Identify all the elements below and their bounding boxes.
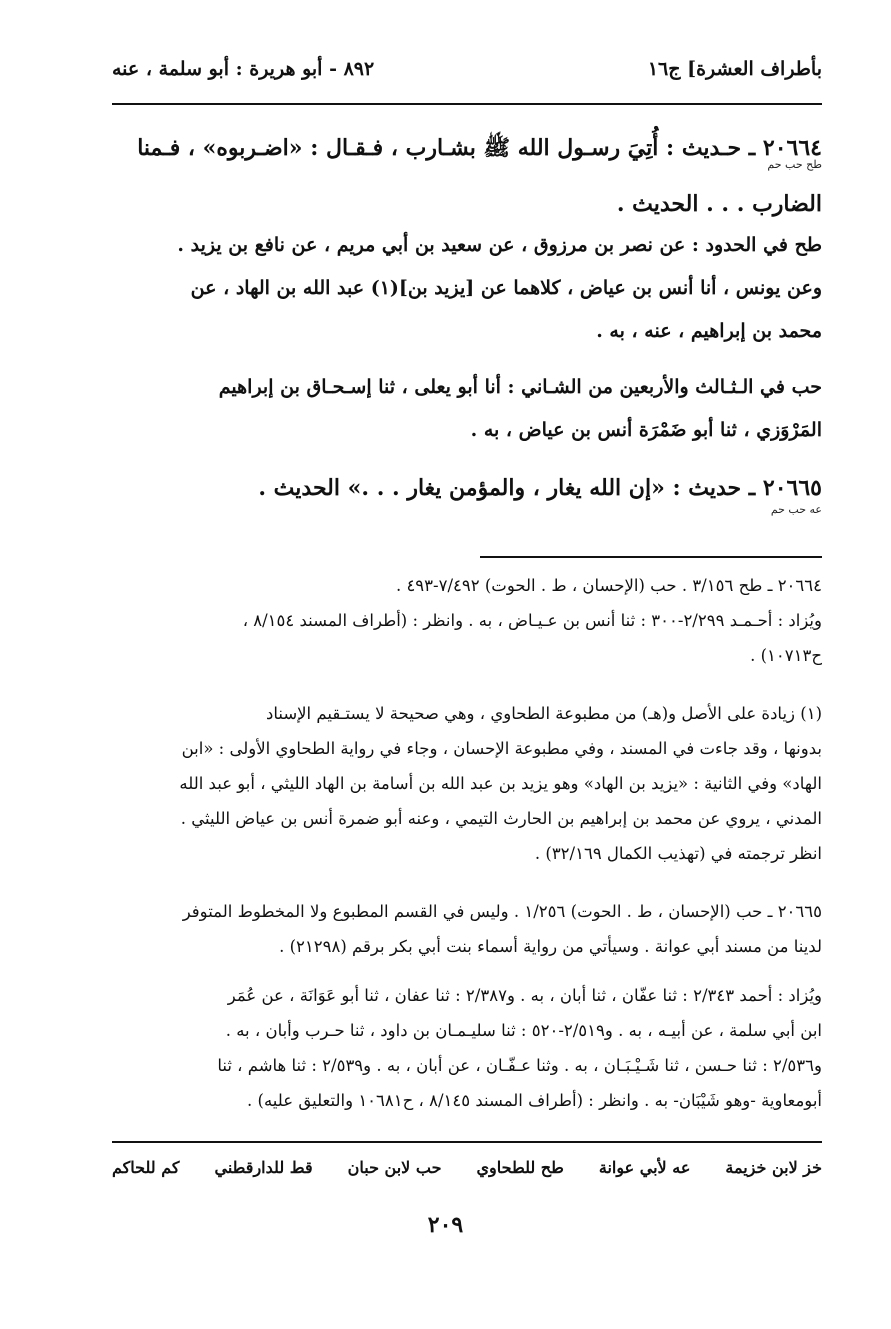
footnote-line: أبومعاوية -وهو شَيْبَان- به . وانظر : (أطراف المسند ٨/١٤٥ ، ح١٠٦٨١ والتعليق عليه) . bbox=[247, 1091, 822, 1110]
footnote-line: ويُزاد : أحمد ٢/٣٤٣ : ثنا عفّان ، ثنا أبان ، به . و٢/٣٨٧ : ثنا عفان ، ثنا أبو عَوَانَة ، عن عُمَر bbox=[227, 986, 822, 1005]
footnote-20664 bbox=[112, 568, 822, 673]
hadith-20665-line: ٢٠٦٦٥ ـ حديث : «إن الله يغار ، والمؤمن يغار . . .» الحديث . bbox=[258, 475, 822, 501]
legend-item: عه لأبي عوانة bbox=[598, 1158, 691, 1177]
page-number: ٢٠٩ bbox=[427, 1212, 464, 1238]
footnote-1 bbox=[112, 696, 822, 871]
source-line: طح في الحدود : عن نصر بن مرزوق ، عن سعيد بن أبي مريم ، عن نافع بن يزيد . bbox=[177, 234, 822, 256]
hadith-20664-line-1: ٢٠٦٦٤ ـ حـديث : أُتِيَ رسـول الله ﷺ بشـارب ، فـقـال : «اضـربوه» ، فـمنا bbox=[137, 135, 822, 161]
footnote-rule bbox=[480, 556, 822, 558]
running-header bbox=[112, 58, 822, 88]
source-paragraph-ibn-hibban bbox=[112, 366, 822, 452]
footnote-line: الهاد» وفي الثانية : «يزيد بن الهاد» وهو يزيد بن عبد الله بن أسامة بن الهاد الليثي ، أبو عبد الله bbox=[179, 774, 822, 793]
hadith-20664 bbox=[112, 120, 822, 232]
source-line: وعن يونس ، أنا أنس بن عياض ، كلاهما عن [يزيد بن](١) عبد الله بن الهاد ، عن bbox=[190, 277, 822, 299]
header-right: بأطراف العشرة] ج١٦ bbox=[647, 58, 822, 80]
legend-item: قط للدارقطني bbox=[214, 1158, 313, 1177]
footnote-line: ح١٠٧١٣) . bbox=[750, 646, 822, 665]
abbreviations-legend bbox=[112, 1158, 822, 1177]
footnote-line: و٢/٥٣٦ : ثنا حـسن ، ثنا شَـيْـبَـان ، به . وثنا عـفّـان ، عن أبان ، به . و٢/٥٣٩ : ثنا هاشم ، ثنا bbox=[217, 1056, 822, 1075]
source-line: حب في الـثـالث والأربعين من الشـاني : أنا أبو يعلى ، ثنا إسـحـاق بن إبراهيم bbox=[218, 376, 822, 398]
footnote-20665 bbox=[112, 894, 822, 964]
footnote-line: ٢٠٦٦٥ ـ حب (الإحسان ، ط . الحوت) ١/٢٥٦ . وليس في القسم المطبوع ولا المخطوط المتوفر bbox=[182, 902, 822, 921]
footnote-line: المدني ، يروي عن محمد بن إبراهيم بن الحارث التيمي ، وعنه أبو ضمرة أنس بن عياض الليثي . bbox=[180, 809, 822, 828]
legend-item: كم للحاكم bbox=[112, 1158, 180, 1177]
footnote-line: بدونها ، وقد جاءت في المسند ، وفي مطبوعة الإحسان ، وجاء في رواية الطحاوي الأولى : «ابن bbox=[181, 739, 822, 758]
footnote-line: انظر ترجمته في (تهذيب الكمال ٣٢/١٦٩) . bbox=[534, 844, 822, 863]
source-line: المَرْوَزي ، ثنا أبو ضَمْرَة أنس بن عياض ، به . bbox=[470, 419, 822, 441]
footnote-line: ويُزاد : أحـمـد ٢/٢٩٩-٣٠٠ : ثنا أنس بن عـيـاض ، به . وانظر : (أطراف المسند ٨/١٥٤ ، bbox=[242, 611, 822, 630]
hadith-20665 bbox=[112, 460, 822, 516]
source-line: محمد بن إبراهيم ، عنه ، به . bbox=[596, 320, 822, 342]
legend-item: حب لابن حبان bbox=[347, 1158, 442, 1177]
legend-rule bbox=[112, 1141, 822, 1143]
header-rule bbox=[112, 103, 822, 105]
hadith-20665-sources-abbr: عه حب حم bbox=[770, 503, 822, 516]
footnote-line: ٢٠٦٦٤ ـ طح ٣/١٥٦ . حب (الإحسان ، ط . الحوت) ٧/٤٩٢-٤٩٣ . bbox=[395, 576, 822, 595]
source-paragraph-tahawi bbox=[112, 224, 822, 353]
legend-item: طح للطحاوي bbox=[476, 1158, 564, 1177]
header-left: ٨٩٢ - أبو هريرة : أبو سلمة ، عنه bbox=[112, 58, 375, 80]
hadith-20664-line-2: الضارب . . . الحديث . bbox=[616, 191, 822, 217]
hadith-20664-sources-abbr: طح حب حم bbox=[767, 158, 822, 171]
footnote-line: (١) زيادة على الأصل و(هـ) من مطبوعة الطحاوي ، وهي صحيحة لا يستـقيم الإسناد bbox=[265, 704, 822, 723]
legend-item: خز لابن خزيمة bbox=[725, 1158, 822, 1177]
footnote-line: ابن أبي سلمة ، عن أبيـه ، به . و٢/٥١٩-٥٢٠ : ثنا سليـمـان بن داود ، ثنا حـرب وأبان ، به . bbox=[225, 1021, 822, 1040]
footnote-line: لدينا من مسند أبي عوانة . وسيأتي من رواية أسماء بنت أبي بكر برقم (٢١٢٩٨) . bbox=[279, 937, 822, 956]
footnote-20665-additions bbox=[112, 978, 822, 1118]
